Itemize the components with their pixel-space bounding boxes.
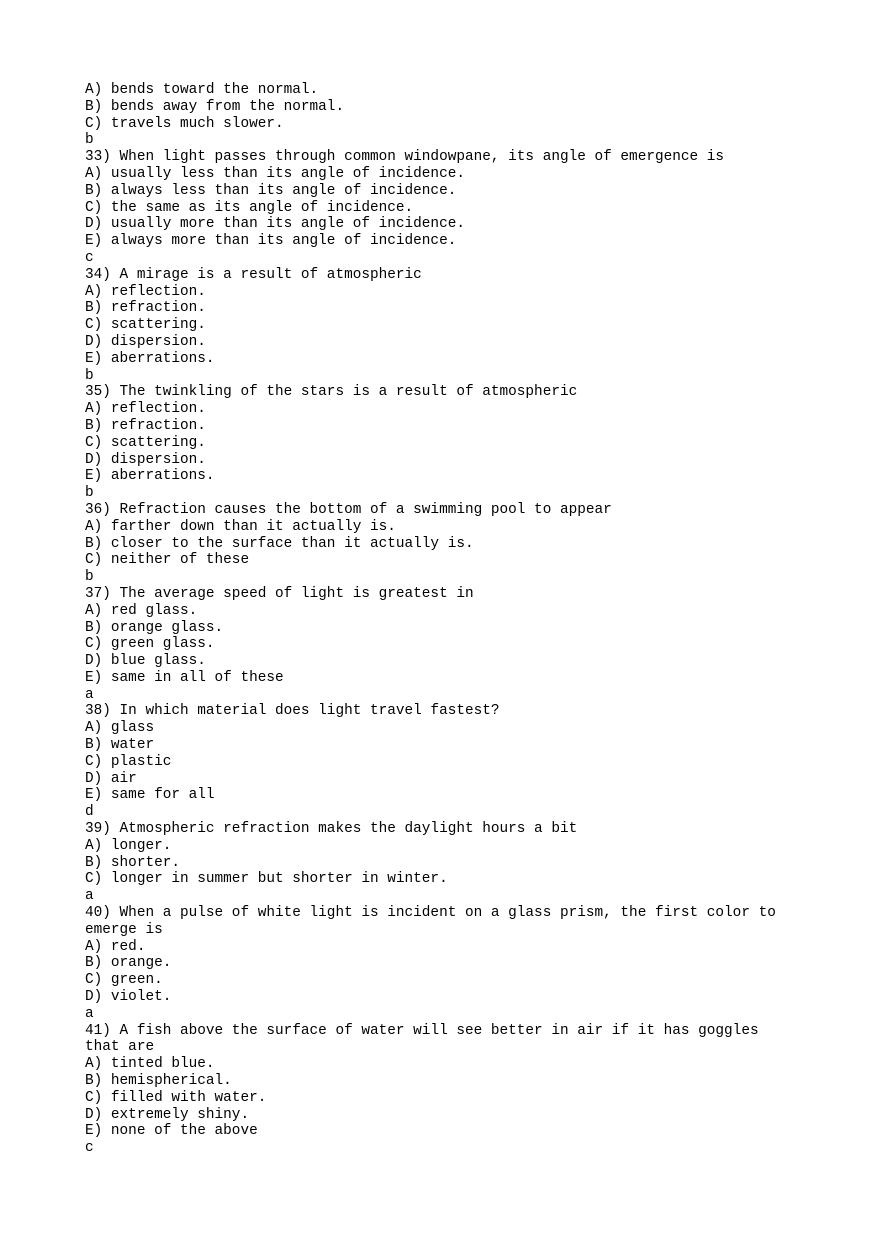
text-line: D) usually more than its angle of incidence. (85, 216, 465, 233)
text-line: E) aberrations. (85, 350, 215, 367)
text-line: a (85, 888, 94, 905)
text-line: 34) A mirage is a result of atmospheric (85, 266, 422, 283)
text-line: E) always more than its angle of incidence. (85, 233, 457, 250)
text-line: C) travels much slower. (85, 115, 284, 132)
text-line: d (85, 804, 94, 821)
text-line: B) shorter. (85, 854, 180, 871)
text-line: B) always less than its angle of incidence. (85, 182, 457, 199)
text-line: C) green. (85, 972, 163, 989)
text-line: C) longer in summer but shorter in winter. (85, 871, 448, 888)
text-line: A) tinted blue. (85, 1056, 215, 1073)
text-line: C) plastic (85, 753, 172, 770)
text-line: C) green glass. (85, 636, 215, 653)
text-line: 40) When a pulse of white light is incident on a glass prism, the first color to (85, 905, 776, 922)
text-line: 37) The average speed of light is greatest in (85, 585, 474, 602)
text-line: B) orange. (85, 955, 172, 972)
text-line: A) usually less than its angle of incidence. (85, 165, 465, 182)
text-line: a (85, 1005, 94, 1022)
text-line: A) farther down than it actually is. (85, 518, 396, 535)
text-line: D) dispersion. (85, 451, 206, 468)
text-line: C) filled with water. (85, 1089, 267, 1106)
text-line: 33) When light passes through common windowpane, its angle of emergence is (85, 149, 725, 166)
text-line: 38) In which material does light travel fastest? (85, 703, 500, 720)
text-line: b (85, 485, 94, 502)
text-line: A) red glass. (85, 602, 198, 619)
text-line: E) aberrations. (85, 468, 215, 485)
text-line: E) none of the above (85, 1123, 258, 1140)
text-line: E) same for all (85, 787, 215, 804)
text-line: A) reflection. (85, 283, 206, 300)
text-line: 36) Refraction causes the bottom of a swimming pool to appear (85, 501, 612, 518)
text-line: 39) Atmospheric refraction makes the daylight hours a bit (85, 821, 578, 838)
text-line: A) longer. (85, 837, 172, 854)
text-line: that are (85, 1039, 155, 1056)
text-line: 35) The twinkling of the stars is a result of atmospheric (85, 384, 578, 401)
text-line: D) violet. (85, 989, 172, 1006)
text-line: C) scattering. (85, 434, 206, 451)
text-line: C) scattering. (85, 317, 206, 334)
text-line: B) refraction. (85, 300, 206, 317)
text-line: B) refraction. (85, 417, 206, 434)
text-line: B) hemispherical. (85, 1073, 232, 1090)
text-line: B) water (85, 737, 155, 754)
text-line: A) bends toward the normal. (85, 82, 319, 98)
text-line: b (85, 367, 94, 384)
text-line: D) blue glass. (85, 653, 206, 670)
text-line: D) extremely shiny. (85, 1106, 250, 1123)
text-line: A) reflection. (85, 401, 206, 418)
text-line: B) bends away from the normal. (85, 98, 345, 115)
text-line: b (85, 132, 94, 149)
text-line: c (85, 1140, 94, 1157)
text-line: E) same in all of these (85, 669, 284, 686)
text-line: A) glass (85, 720, 155, 737)
text-line: C) neither of these (85, 552, 250, 569)
text-line: c (85, 249, 94, 266)
text-line: D) dispersion. (85, 333, 206, 350)
text-line: C) the same as its angle of incidence. (85, 199, 414, 216)
document-text (85, 82, 815, 1157)
text-line: a (85, 686, 94, 703)
text-line: A) red. (85, 938, 146, 955)
text-line: B) orange glass. (85, 619, 224, 636)
text-line: D) air (85, 770, 137, 787)
text-line: b (85, 569, 94, 586)
text-line: emerge is (85, 921, 163, 938)
text-line: B) closer to the surface than it actually is. (85, 535, 474, 552)
text-line: 41) A fish above the surface of water will see better in air if it has goggles (85, 1022, 759, 1039)
